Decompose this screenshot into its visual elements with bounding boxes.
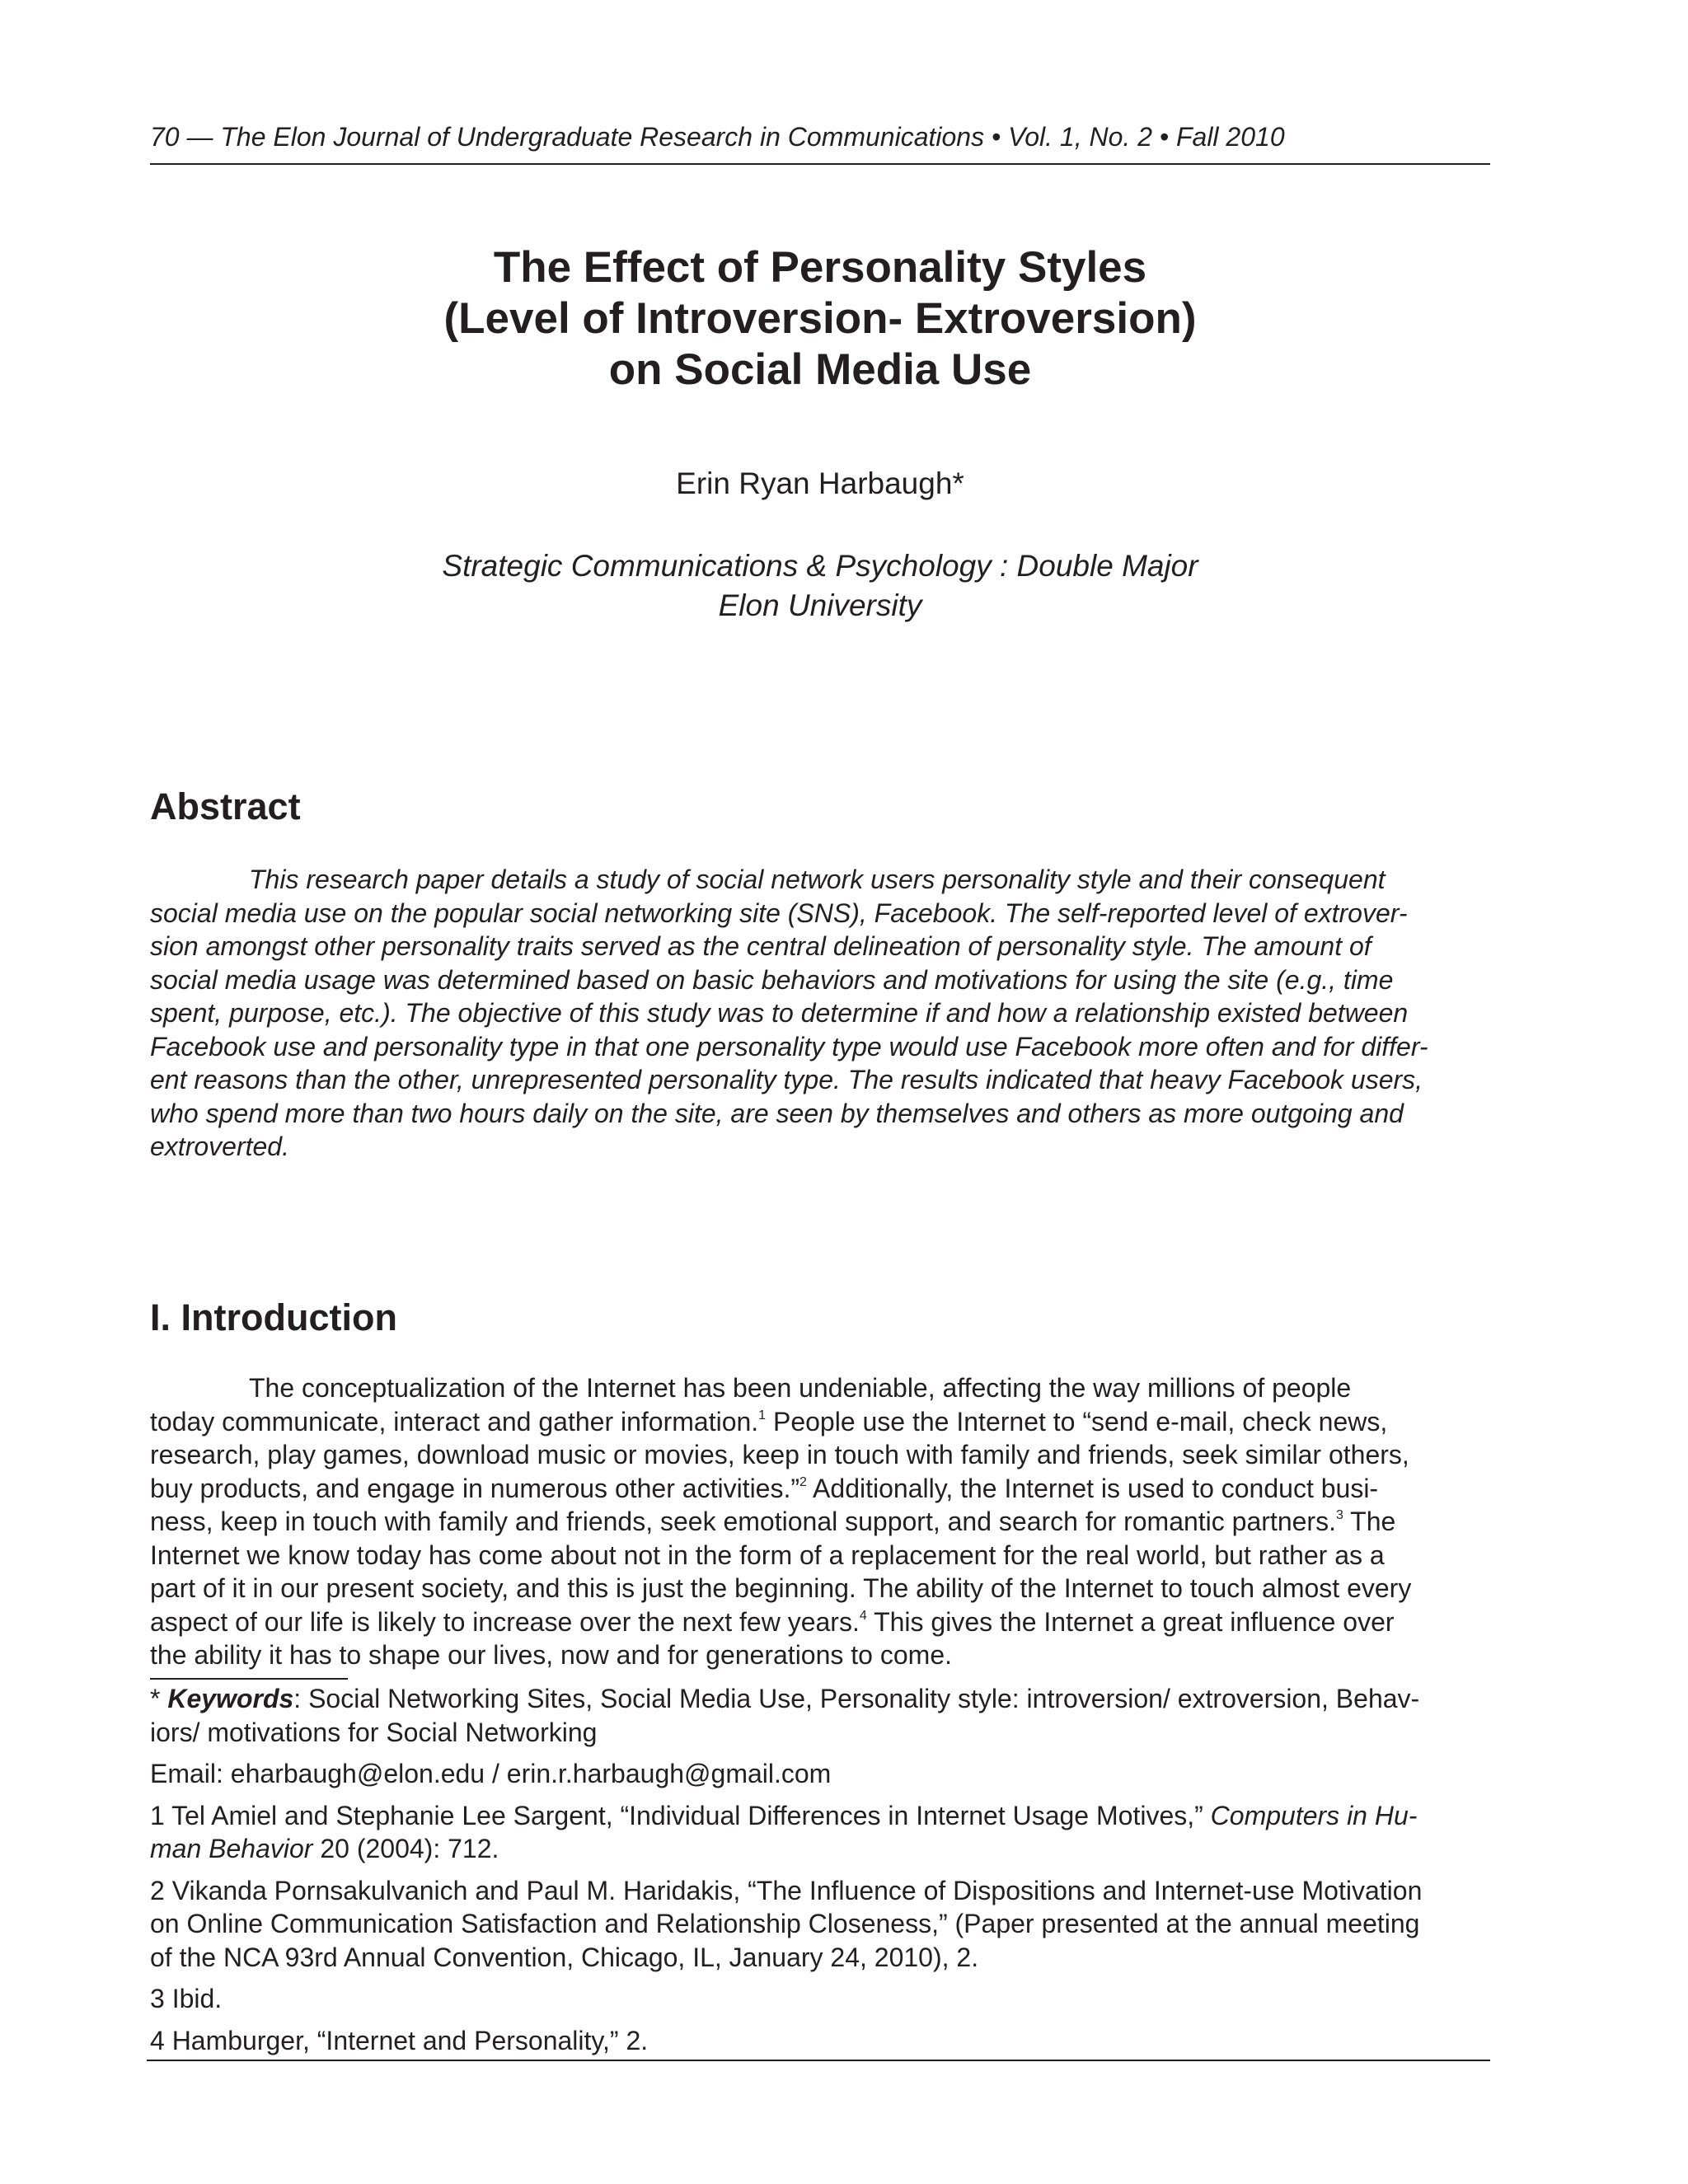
keywords-text: : Social Networking Sites, Social Media Use, Personality style: introversion/ extroversion, Behav- xyxy=(293,1684,1420,1713)
introduction-heading: I. Introduction xyxy=(150,1296,397,1338)
author-affiliation xyxy=(150,546,1490,626)
abstract-line: who spend more than two hours daily on the site, are seen by themselves and others as more outgoing and xyxy=(150,1098,1404,1128)
intro-line xyxy=(150,1505,1490,1539)
abstract-paragraph xyxy=(150,863,1490,1164)
abstract-line: social media usage was determined based on basic behaviors and motivations for using the site (e.g., time xyxy=(150,964,1394,995)
intro-text-segment: aspect of our life is likely to increase over the next few years. xyxy=(150,1606,860,1637)
footnotes xyxy=(150,1682,1490,2065)
keywords-label: Keywords xyxy=(167,1684,294,1713)
footnote-1 xyxy=(150,1799,1490,1866)
keywords-line-1 xyxy=(150,1682,1490,1716)
footnote-3 xyxy=(150,1982,1490,2016)
email-line: Email: eharbaugh@elon.edu / erin.r.harbaugh@gmail.com xyxy=(150,1759,832,1788)
intro-text-segment: People use the Internet to “send e-mail, check news, xyxy=(772,1406,1388,1436)
intro-text-segment: today communicate, interact and gather information. xyxy=(150,1406,759,1436)
intro-line xyxy=(150,1472,1490,1506)
abstract-line: extroverted. xyxy=(150,1132,289,1161)
title-line-1: The Effect of Personality Styles xyxy=(493,243,1147,292)
intro-line xyxy=(150,1405,1490,1439)
intro-text-segment: Additionally, the Internet is used to conduct busi- xyxy=(813,1473,1379,1503)
affiliation-line-1: Strategic Communications & Psychology : Double Major xyxy=(442,549,1198,583)
footnote-ref-4: 4 xyxy=(859,1608,867,1623)
bottom-rule xyxy=(147,2060,1490,2061)
author-name: Erin Ryan Harbaugh* xyxy=(676,466,964,500)
footnote-separator xyxy=(150,1678,348,1680)
abstract-line: ent reasons than the other, unrepresented personality type. The results indicated that heavy Facebook users, xyxy=(150,1065,1423,1094)
title-line-3: on Social Media Use xyxy=(608,345,1032,394)
abstract-line: spent, purpose, etc.). The objective of this study was to determine if and how a relationship existed between xyxy=(150,998,1409,1028)
intro-text-segment: ness, keep in touch with family and friends, seek emotional support, and search for romantic partners. xyxy=(150,1507,1336,1536)
abstract-line: social media use on the popular social networking site (SNS), Facebook. The self-reported level of extrover- xyxy=(150,898,1408,928)
footnote-4 xyxy=(150,2024,1490,2058)
footnote-1-journal: Computers in Hu- xyxy=(1210,1800,1418,1830)
footnote-1-citation: 20 (2004): 712. xyxy=(312,1834,499,1863)
footnote-1-journal-cont: man Behavior xyxy=(150,1834,313,1863)
abstract-line: sion amongst other personality traits served as the central delineation of personality style. The amount of xyxy=(150,931,1372,961)
abstract-heading: Abstract xyxy=(150,785,301,827)
footnote-ref-1: 1 xyxy=(758,1408,767,1422)
footnote-1-line-2 xyxy=(150,1832,1490,1866)
introduction-paragraph xyxy=(150,1371,1490,1672)
abstract-line: This research paper details a study of social network users personality style and their consequent xyxy=(249,865,1386,894)
abstract-line: Facebook use and personality type in that one personality type would use Facebook more often and for differ- xyxy=(150,1031,1428,1062)
title-line-2: (Level of Introversion- Extroversion) xyxy=(443,294,1197,343)
intro-line: Internet we know today has come about not in the form of a replacement for the real world, but rather as a xyxy=(150,1540,1385,1570)
email-note xyxy=(150,1757,1490,1791)
intro-text-segment: buy products, and engage in numerous other activities.” xyxy=(150,1473,800,1503)
footnote-4-line: 4 Hamburger, “Internet and Personality,” 2. xyxy=(150,2025,649,2055)
article-title xyxy=(150,242,1490,396)
footnote-ref-2: 2 xyxy=(799,1474,807,1489)
keywords-line-2: iors/ motivations for Social Networking xyxy=(150,1717,598,1747)
intro-line: The conceptualization of the Internet has been undeniable, affecting the way millions of people xyxy=(249,1373,1352,1403)
footnote-2-line-1: 2 Vikanda Pornsakulvanich and Paul M. Haridakis, “The Influence of Dispositions and Internet-use Motivation xyxy=(150,1875,1423,1905)
intro-text-segment: This gives the Internet a great influence over xyxy=(874,1606,1395,1637)
intro-line: part of it in our present society, and this is just the beginning. The ability of the Internet to touch almost every xyxy=(150,1573,1412,1603)
footnote-ref-3: 3 xyxy=(1335,1508,1343,1522)
intro-line: the ability it has to shape our lives, now and for generations to come. xyxy=(150,1640,952,1670)
footnote-2-line-2: on Online Communication Satisfaction and Relationship Closeness,” (Paper presented at the annual meeting xyxy=(150,1909,1420,1938)
footnote-1-line-1 xyxy=(150,1799,1490,1833)
intro-line xyxy=(150,1605,1490,1639)
keywords-note xyxy=(150,1682,1490,1749)
running-header: 70 — The Elon Journal of Undergraduate Research in Communications • Vol. 1, No. 2 • Fall 2010 xyxy=(150,120,1490,165)
affiliation-line-2: Elon University xyxy=(718,588,922,622)
asterisk: * xyxy=(150,1684,168,1713)
intro-text-segment: The xyxy=(1350,1507,1396,1536)
footnote-2 xyxy=(150,1874,1490,1975)
footnote-1-text: 1 Tel Amiel and Stephanie Lee Sargent, “Individual Differences in Internet Usage Motives,” xyxy=(150,1800,1211,1830)
footnote-3-line: 3 Ibid. xyxy=(150,1984,223,2013)
footnote-2-line-3: of the NCA 93rd Annual Convention, Chicago, IL, January 24, 2010), 2. xyxy=(150,1942,979,1972)
intro-line: research, play games, download music or movies, keep in touch with family and friends, seek similar others, xyxy=(150,1440,1409,1469)
